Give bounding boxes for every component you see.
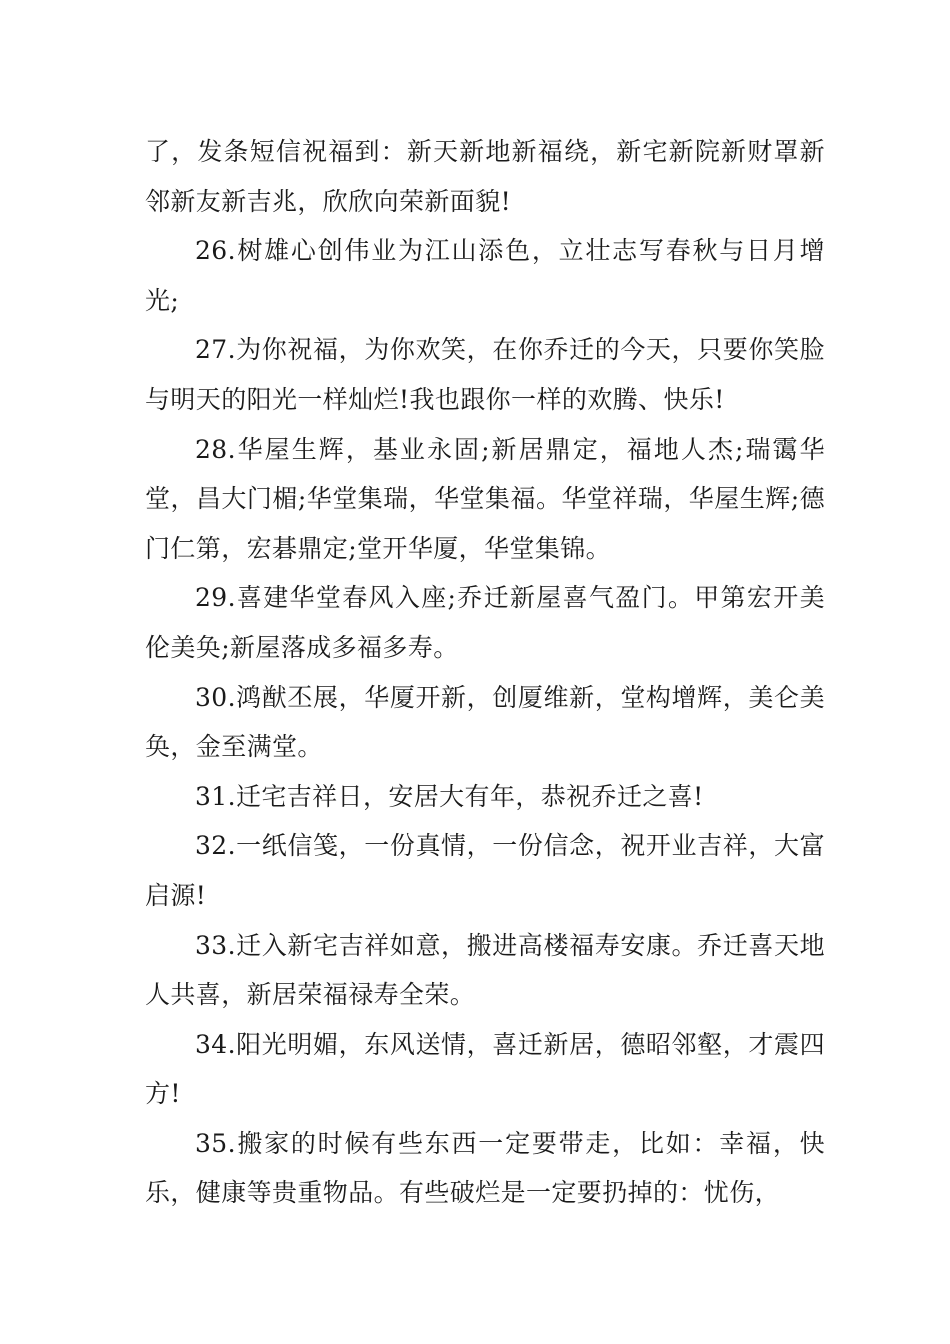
paragraph-item-27: 27.为你祝福，为你欢笑，在你乔迁的今天，只要你笑脸与明天的阳光一样灿烂!我也跟你一样的欢腾、快乐! xyxy=(145,335,825,414)
paragraph-item-32: 32.一纸信笺，一份真情，一份信念，祝开业吉祥，大富启源! xyxy=(145,831,825,910)
paragraph-item-33: 33.迁入新宅吉祥如意，搬进高楼福寿安康。乔迁喜天地人共喜，新居荣福禄寿全荣。 xyxy=(145,930,825,1010)
paragraph-item-29: 29.喜建华堂春风入座;乔迁新屋喜气盈门。甲第宏开美伦美奂;新屋落成多福多寿。 xyxy=(145,583,825,662)
paragraph-item-35: 35.搬家的时候有些东西一定要带走，比如：幸福，快乐，健康等贵重物品。有些破烂是一定要扔掉的：忧伤， xyxy=(145,1128,825,1208)
paragraph-item-28: 28.华屋生辉，基业永固;新居鼎定，福地人杰;瑞霭华堂，昌大门楣;华堂集瑞，华堂集福。华堂祥瑞，华屋生辉;德门仁第，宏碁鼎定;堂开华厦，华堂集锦。 xyxy=(145,434,825,563)
paragraph-item-30: 30.鸿猷丕展，华厦开新，创厦维新，堂构增辉，美仑美奂，金至满堂。 xyxy=(145,682,825,762)
paragraph-item-26: 26.树雄心创伟业为江山添色，立壮志写春秋与日月增光; xyxy=(145,236,825,315)
paragraph-continuation: 了，发条短信祝福到：新天新地新福绕，新宅新院新财罩新邻新友新吉兆，欣欣向荣新面貌! xyxy=(145,137,825,216)
paragraph-item-31: 31.迁宅吉祥日，安居大有年，恭祝乔迁之喜! xyxy=(195,781,704,811)
document-body xyxy=(145,127,825,1218)
paragraph-item-34: 34.阳光明媚，东风送情，喜迁新居，德昭邻壑，才震四方! xyxy=(145,1029,825,1109)
